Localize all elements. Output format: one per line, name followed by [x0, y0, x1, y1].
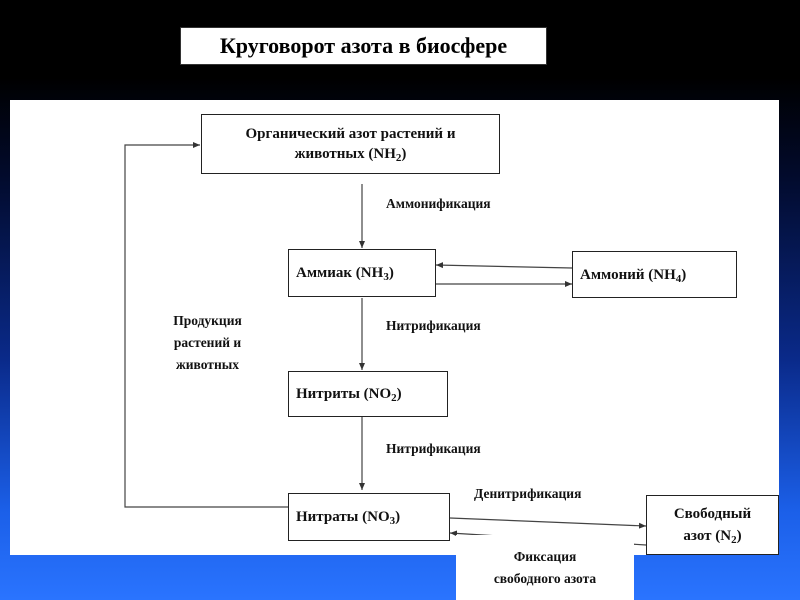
- arrow-nitrates-to-free-nitrogen: [450, 518, 646, 526]
- node-organic-nitrogen: [201, 114, 500, 174]
- node-free-nitrogen: Свободный азот $(N_2)$: [646, 495, 779, 555]
- node-nitrites: Нитриты $(NO_2)$: [288, 371, 448, 417]
- node-nitrates: Нитраты $(NO_3)$: [288, 493, 450, 541]
- node-ammonia: Аммиак $(NH_3)$: [288, 249, 436, 297]
- label-fixation: Фиксация свободного азота: [456, 535, 634, 600]
- label-denitrification: Денитрификация: [474, 486, 582, 501]
- page-title: Круговорот азота в биосфере: [180, 27, 547, 65]
- label-nitrification-2: Нитрификация: [386, 441, 481, 456]
- node-organic-line2: животных $(NH_2)$: [294, 146, 407, 164]
- node-organic-line1: Органический азот растений и: [245, 126, 456, 142]
- arrow-ammonium-to-ammonia: [436, 265, 572, 268]
- node-ammonium: Аммоний $(NH_4)$: [572, 251, 737, 298]
- label-ammonification: Аммонификация: [386, 196, 491, 211]
- label-nitrification-1: Нитрификация: [386, 318, 481, 333]
- label-production: Продукция растений и животных: [173, 313, 242, 372]
